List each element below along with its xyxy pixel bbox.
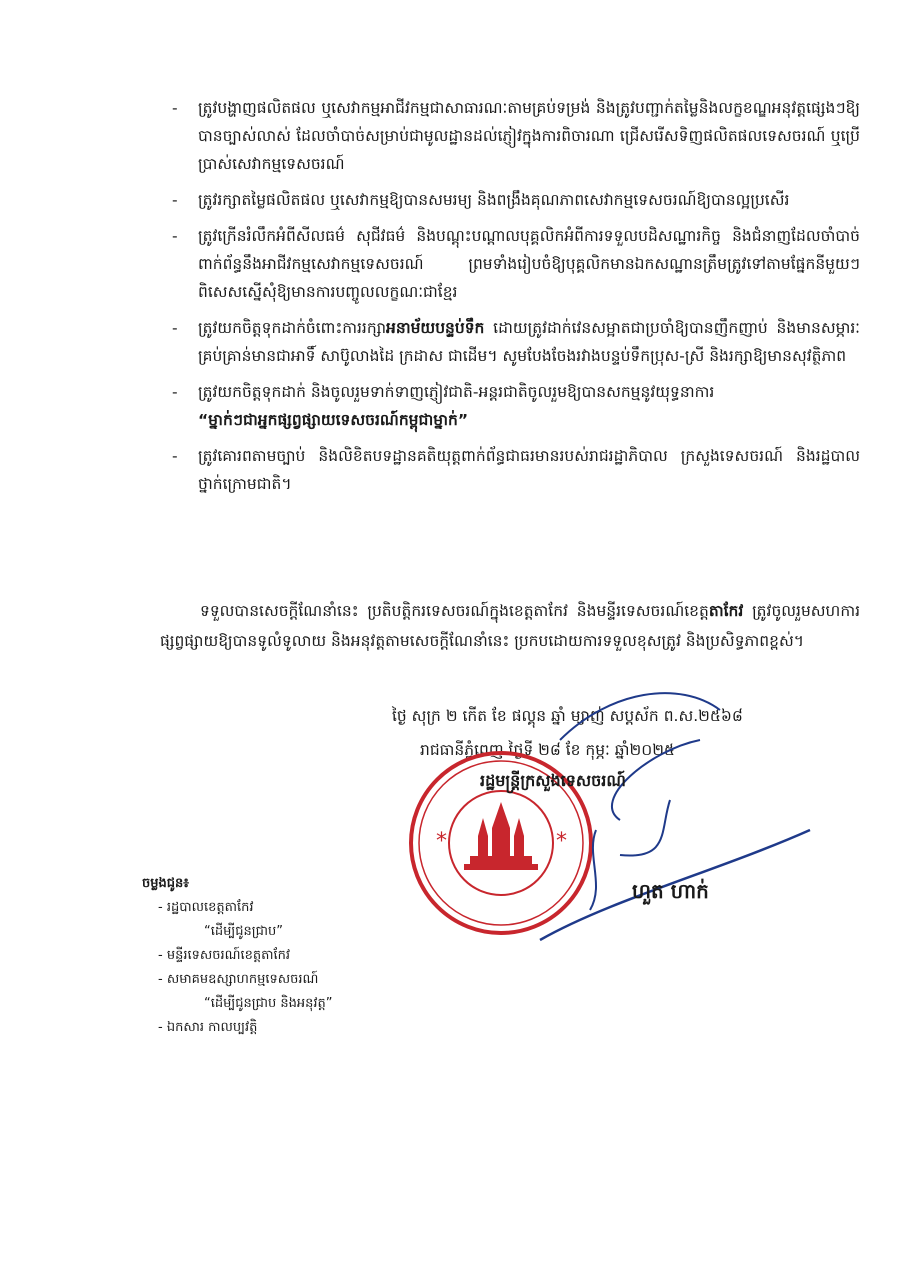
list-item xyxy=(160,94,860,178)
bullet-marker: - xyxy=(172,383,178,401)
list-item xyxy=(160,222,860,306)
list-item xyxy=(160,378,860,434)
closing-text: ទទួលបានសេចក្តីណែនាំនេះ ប្រតិបត្តិករទេសចរណ៍ក្នុងខេត្តតាកែវ និងមន្ទីរទេសចរណ៍ខេត្ត xyxy=(200,602,709,620)
bullet-marker: - xyxy=(172,99,178,117)
bullet-text: ដោយត្រូវដាក់វេនសម្អាតជាប្រចាំឱ្យបានញឹកញាប់ និងមានសម្ភារៈគ្រប់គ្រាន់មានជាអាទិ៍ សាប៊ូលាងដៃ ក្រដាស ជាដើម។ សូមបែងចែងរវាងបន្ទប់ទឹកប្រុស-ស្រី និងរក្សាឱ្យមានសុវត្ថិភាព xyxy=(198,319,860,365)
closing-emphasis: តាកែវ xyxy=(708,602,744,620)
campaign-slogan: “ម្នាក់ៗជាអ្នកផ្សព្វផ្សាយទេសចរណ៍កម្ពុជាម្នាក់” xyxy=(198,411,469,429)
bullet-marker: - xyxy=(172,227,178,245)
list-item-note: “ដើម្បីជូនជ្រាប និងអនុវត្ត” xyxy=(204,996,333,1011)
list-item xyxy=(160,314,860,370)
instruction-list xyxy=(160,94,860,506)
bullet-marker: - xyxy=(172,319,178,337)
closing-paragraph xyxy=(160,596,860,656)
svg-text:*: * xyxy=(436,829,447,854)
bullet-text: ត្រូវយកចិត្តទុកដាក់ចំពោះការរក្សា xyxy=(198,319,386,337)
solar-date: រាជធានីភ្នំពេញ ថ្ងៃទី ២៨ ខែ កុម្ភៈ ឆ្នាំ២០២៥ xyxy=(420,741,675,759)
svg-text:*: * xyxy=(556,829,567,854)
list-item: - ឯកសារ កាលប្បវត្តិ xyxy=(158,1020,258,1035)
signatory-title: រដ្ឋមន្ត្រីក្រសួងទេសចរណ៍ xyxy=(480,771,626,790)
bullet-text: ត្រូវគោរពតាមច្បាប់ និងលិខិតបទដ្ឋានគតិយុត្តពាក់ព័ន្ធជាធរមានរបស់រាជរដ្ឋាភិបាល ក្រសួងទេសចរណ៍ និងរដ្ឋបាលថ្នាក់ក្រោមជាតិ។ xyxy=(198,447,860,493)
distribution-title: ចម្លងជូន៖ xyxy=(142,876,189,891)
distribution-list xyxy=(142,872,333,1040)
bullet-text: ត្រូវក្រើនរំលឹកអំពីសីលធម៌ សុជីវធម៌ និងបណ្តុះបណ្តាលបុគ្គលិកអំពីការទទួលបដិសណ្ឋារកិច្ច និងជំនាញដែលចាំបាច់ពាក់ព័ន្ធនឹងអាជីវកម្មសេវាកម្មទេសចរណ៍ ព្រមទាំងរៀបចំឱ្យបុគ្គលិកមានឯកសណ្ឋានត្រឹមត្រូវទៅតាមផ្នែកនីមួយៗ ពិសេសស្នើសុំឱ្យមានការបញ្ចូលលក្ខណៈជាខ្មែរ xyxy=(198,227,860,301)
closing-text: ត្រូវចូលរួមសហការផ្សព្វផ្សាយឱ្យបានទូលំទូលាយ និងអនុវត្តតាមសេចក្តីណែនាំនេះ ប្រកបដោយការទទួលខុសត្រូវ និងប្រសិទ្ធភាពខ្ពស់។ xyxy=(160,602,860,650)
bullet-text: ត្រូវយកចិត្តទុកដាក់ និងចូលរួមទាក់ទាញភ្ញៀវជាតិ-អន្តរជាតិចូលរួមឱ្យបានសកម្មនូវយុទ្ធនាការ xyxy=(198,383,715,401)
signature-scribble-icon xyxy=(520,680,840,960)
list-item xyxy=(160,186,860,214)
lunar-date: ថ្ងៃ សុក្រ ២ កើត ខែ ផល្គុន ឆ្នាំ ម្សាញ់ សប្តស័ក ព.ស.២៥៦៨ xyxy=(392,707,743,725)
bullet-marker: - xyxy=(172,447,178,465)
list-item: - រដ្ឋបាលខេត្តតាកែវ xyxy=(158,900,254,915)
list-item xyxy=(160,442,860,498)
bullet-text: ត្រូវរក្សាតម្លៃផលិតផល ឬសេវាកម្មឱ្យបានសមរម្យ និងពង្រឹងគុណភាពសេវាកម្មទេសចរណ៍ឱ្យបានល្អប្រសើរ xyxy=(198,191,790,209)
signatory-name: ហួត ហាក់ xyxy=(632,879,709,903)
list-item: - សមាគមឧស្សាហកម្មទេសចរណ៍ xyxy=(158,972,319,987)
bullet-marker: - xyxy=(172,191,178,209)
list-item: - មន្ទីរទេសចរណ៍ខេត្តតាកែវ xyxy=(158,948,290,963)
bullet-emphasis: អនាម័យបន្ទប់ទឹក xyxy=(386,319,485,337)
list-item-note: “ដើម្បីជូនជ្រាប” xyxy=(204,924,283,939)
bullet-text: ត្រូវបង្ហាញផលិតផល ឬសេវាកម្មអាជីវកម្មជាសាធារណៈតាមគ្រប់ទម្រង់ និងត្រូវបញ្ជាក់តម្លៃនិងលក្ខខណ្ឌអនុវត្តផ្សេងៗឱ្យបានច្បាស់លាស់ ដែលចាំបាច់សម្រាប់ជាមូលដ្ឋានដល់ភ្ញៀវក្នុងការពិចារណា ជ្រើសរើសទិញផលិតផលទេសចរណ៍ ឬប្រើប្រាស់សេវាកម្មទេសចរណ៍ xyxy=(198,99,860,173)
